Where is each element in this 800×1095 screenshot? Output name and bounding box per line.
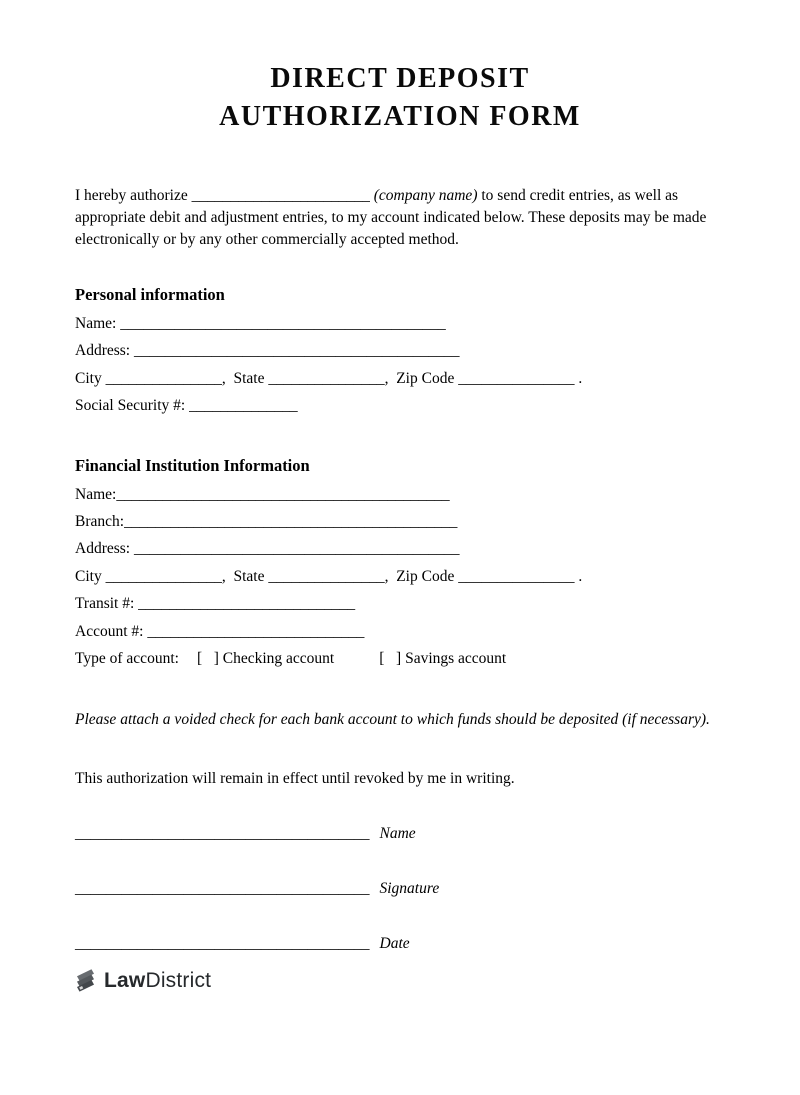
form-title-line1: DIRECT DEPOSIT	[270, 63, 530, 94]
personal-city-blank[interactable]: _______________	[105, 369, 222, 387]
transit-number-blank[interactable]: ____________________________	[138, 595, 356, 613]
authorization-intro-paragraph	[75, 185, 725, 251]
financial-zip-label: , Zip Code	[384, 567, 459, 585]
account-type-label: Type of account:	[75, 650, 179, 668]
financial-city-line-period: .	[574, 567, 583, 585]
account-number-label: Account #:	[75, 622, 148, 640]
signature-block	[75, 823, 725, 955]
personal-ssn-blank[interactable]: ______________	[189, 397, 298, 415]
personal-name-row	[75, 310, 725, 337]
brand-wordmark	[104, 969, 211, 993]
signature-label: Signature	[379, 880, 440, 898]
checking-account-checkbox[interactable]: [ ] Checking account	[196, 650, 335, 668]
form-title-line2: AUTHORIZATION FORM	[219, 101, 581, 132]
signer-name-row	[75, 823, 725, 845]
financial-name-blank[interactable]: ___________________________________________	[116, 485, 450, 503]
personal-address-row	[75, 337, 725, 364]
account-number-row	[75, 618, 725, 645]
company-name-blank[interactable]: _______________________	[191, 187, 370, 204]
date-row	[75, 933, 725, 955]
lawdistrict-brand-footer	[75, 968, 725, 994]
financial-branch-label: Branch:	[75, 513, 125, 531]
personal-name-blank[interactable]: __________________________________________	[120, 315, 446, 332]
company-name-note: (company name)	[369, 187, 478, 204]
financial-city-blank[interactable]: _______________	[105, 567, 222, 585]
transit-number-row	[75, 590, 725, 617]
brand-law-text: Law	[104, 969, 146, 993]
personal-city-line-period: .	[574, 369, 583, 387]
personal-zip-label: , Zip Code	[384, 369, 459, 387]
financial-address-row	[75, 535, 725, 562]
voided-check-note: Please attach a voided check for each bank account to which funds should be deposited (if necessary).	[75, 711, 710, 729]
date-label: Date	[379, 935, 410, 953]
personal-zip-blank[interactable]: _______________	[458, 369, 575, 387]
personal-name-label: Name:	[75, 315, 121, 332]
form-title	[75, 60, 725, 136]
financial-name-label: Name:	[75, 485, 117, 503]
signer-name-blank[interactable]: ______________________________________	[75, 825, 370, 843]
financial-branch-row	[75, 508, 725, 535]
intro-lead-text: I hereby authorize	[75, 187, 192, 204]
personal-state-label: , State	[221, 369, 269, 387]
authorization-duration-note: This authorization will remain in effect until revoked by me in writing.	[75, 770, 515, 788]
document-page	[0, 60, 800, 994]
financial-address-label: Address:	[75, 540, 134, 558]
financial-institution-fields	[75, 481, 725, 673]
signature-blank[interactable]: ______________________________________	[75, 880, 370, 898]
personal-ssn-row	[75, 392, 725, 419]
personal-address-blank[interactable]: __________________________________________	[133, 342, 460, 360]
signature-row	[75, 878, 725, 900]
personal-address-label: Address:	[75, 342, 134, 360]
personal-information-heading: Personal information	[75, 285, 225, 304]
financial-state-blank[interactable]: _______________	[268, 567, 385, 585]
financial-state-label: , State	[221, 567, 269, 585]
account-number-blank[interactable]: ____________________________	[147, 622, 365, 640]
financial-address-blank[interactable]: __________________________________________	[133, 540, 460, 558]
signer-name-label: Name	[379, 825, 416, 843]
date-blank[interactable]: ______________________________________	[75, 935, 370, 953]
savings-account-checkbox[interactable]: [ ] Savings account	[379, 650, 507, 668]
brand-district-text: District	[145, 969, 212, 993]
financial-name-row	[75, 481, 725, 508]
financial-institution-heading: Financial Institution Information	[75, 455, 310, 475]
intro-rest-text: to send credit entries, as well as appropriate debit and adjustment entries, to my account indicated below. These deposits may be made electronically or by any other commercially accepted method.	[75, 187, 711, 248]
personal-city-state-zip-row	[75, 365, 725, 392]
financial-city-label: City	[75, 567, 106, 585]
account-type-row	[75, 645, 725, 672]
financial-zip-blank[interactable]: _______________	[458, 567, 575, 585]
personal-ssn-label: Social Security #:	[75, 397, 190, 415]
stacked-cards-icon	[75, 968, 99, 994]
personal-information-fields	[75, 310, 725, 420]
transit-number-label: Transit #:	[75, 595, 139, 613]
financial-city-state-zip-row	[75, 563, 725, 590]
personal-city-label: City	[75, 369, 106, 387]
personal-state-blank[interactable]: _______________	[268, 369, 385, 387]
financial-branch-blank[interactable]: ___________________________________________	[124, 513, 458, 531]
